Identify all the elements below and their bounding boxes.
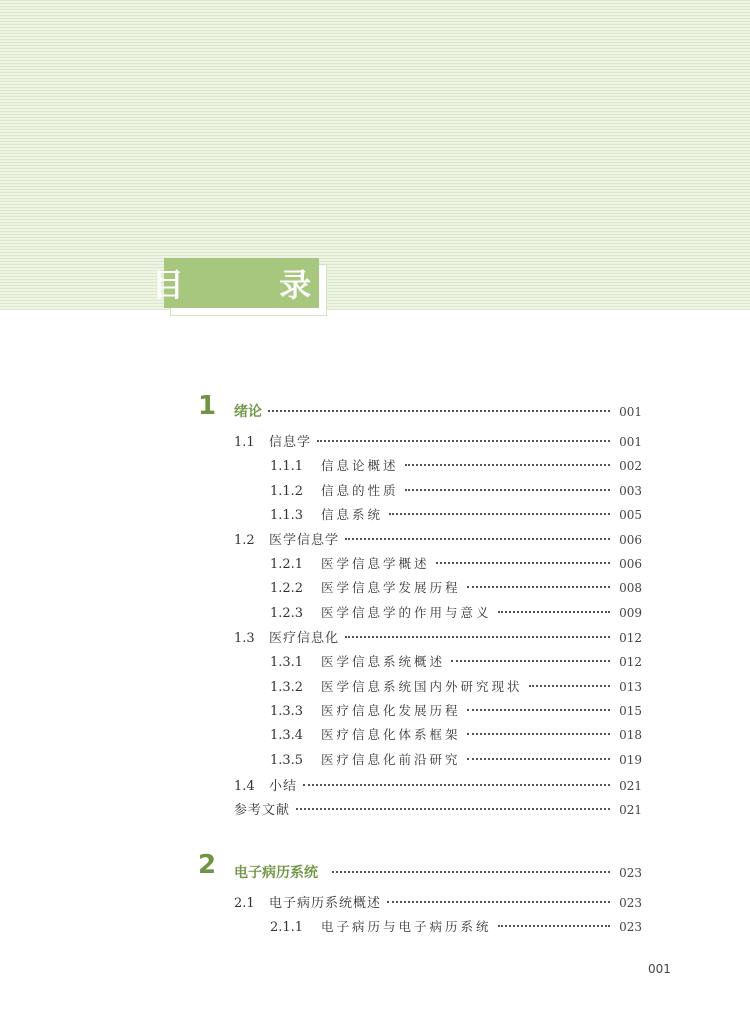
leader-dots — [467, 732, 610, 735]
toc-entry-1-4[interactable] — [234, 775, 642, 794]
entry-title: 医疗信息化 — [269, 631, 340, 646]
leader-dots — [296, 807, 610, 810]
page-number: 021 — [619, 779, 642, 793]
chapter-2-heading[interactable] — [234, 862, 642, 882]
entry-title: 医疗信息化发展历程 — [321, 703, 461, 718]
toc-title: 目 录 — [151, 266, 354, 304]
entry-number: 1.2.1 — [270, 557, 304, 572]
entry-title: 参考文献 — [234, 803, 291, 818]
leader-dots — [303, 783, 610, 786]
page-number: 006 — [619, 557, 642, 571]
entry-title: 电子病历与电子病历系统 — [321, 919, 492, 934]
entry-title: 医疗信息化体系框架 — [321, 727, 461, 742]
entry-title: 医学信息系统国内外研究现状 — [321, 679, 523, 694]
leader-dots — [451, 659, 610, 662]
toc-entry-1-3-2[interactable] — [270, 677, 642, 695]
leader-dots — [467, 708, 610, 711]
entry-number: 1.2.3 — [270, 606, 304, 621]
entry-number: 1.1.1 — [270, 459, 304, 474]
entry-number: 1.3.4 — [270, 728, 304, 743]
page-footer-number: 001 — [648, 962, 671, 976]
entry-number: 1.3 — [234, 631, 255, 646]
entry-title: 医学信息学概述 — [321, 556, 430, 571]
toc-entry-1-3-4[interactable] — [270, 725, 642, 743]
leader-dots — [317, 439, 610, 442]
page-number: 019 — [619, 753, 642, 767]
page-number: 021 — [619, 803, 642, 817]
leader-dots — [436, 561, 610, 564]
entry-title: 医学信息系统概述 — [321, 654, 446, 669]
leader-dots — [467, 757, 610, 760]
page-number: 001 — [619, 405, 642, 419]
toc-entry-references[interactable] — [234, 799, 642, 818]
leader-dots — [332, 870, 610, 873]
toc-entry-1-1[interactable] — [234, 431, 642, 450]
page-number: 012 — [619, 655, 642, 669]
toc-entry-1-3-1[interactable] — [270, 652, 642, 670]
toc-entry-2-1-1[interactable] — [270, 917, 642, 935]
entry-title: 信息论概述 — [321, 458, 399, 473]
leader-dots — [389, 512, 610, 515]
page-number: 006 — [619, 533, 642, 547]
leader-dots — [345, 537, 610, 540]
leader-dots — [268, 409, 610, 412]
toc-entry-1-2[interactable] — [234, 529, 642, 548]
page-number: 018 — [619, 728, 642, 742]
entry-title: 医学信息学 — [269, 533, 340, 548]
entry-title: 医学信息学的作用与意义 — [321, 605, 492, 620]
entry-number: 1.3.2 — [270, 680, 304, 695]
leader-dots — [345, 635, 610, 638]
page-number: 012 — [619, 631, 642, 645]
toc-entry-1-1-3[interactable] — [270, 505, 642, 523]
entry-number: 1.1.3 — [270, 508, 304, 523]
chapter-title: 电子病历系统 — [234, 865, 318, 881]
toc-entry-1-3[interactable] — [234, 627, 642, 646]
chapter-1-number: 1 — [198, 391, 217, 421]
page-number: 023 — [619, 920, 642, 934]
leader-dots — [498, 610, 610, 613]
entry-title: 信息系统 — [321, 507, 384, 522]
toc-entry-1-1-1[interactable] — [270, 456, 642, 474]
page-number: 013 — [619, 680, 642, 694]
toc-entry-2-1[interactable] — [234, 892, 642, 911]
entry-number: 1.3.3 — [270, 704, 304, 719]
toc-entry-1-1-2[interactable] — [270, 481, 642, 499]
entry-number: 1.2 — [234, 533, 255, 548]
page-number: 015 — [619, 704, 642, 718]
chapter-2-number: 2 — [198, 850, 217, 880]
page-number: 002 — [619, 459, 642, 473]
page-number: 009 — [619, 606, 642, 620]
entry-number: 1.2.2 — [270, 581, 304, 596]
entry-title: 医疗信息化前沿研究 — [321, 752, 461, 767]
toc-entry-1-3-5[interactable] — [270, 750, 642, 768]
leader-dots — [405, 488, 610, 491]
entry-number: 1.3.5 — [270, 753, 304, 768]
page-number: 023 — [619, 866, 642, 880]
page-number: 003 — [619, 484, 642, 498]
entry-title: 信息的性质 — [321, 483, 399, 498]
chapter-title: 绪论 — [234, 404, 262, 420]
entry-number: 1.3.1 — [270, 655, 304, 670]
page-number: 005 — [619, 508, 642, 522]
entry-number: 1.1 — [234, 435, 255, 450]
leader-dots — [498, 924, 610, 927]
entry-title: 电子病历系统概述 — [269, 896, 382, 911]
entry-number: 1.1.2 — [270, 484, 304, 499]
leader-dots — [467, 585, 610, 588]
toc-entry-1-2-1[interactable] — [270, 554, 642, 572]
entry-title: 医学信息学发展历程 — [321, 580, 461, 595]
toc-entry-1-2-2[interactable] — [270, 578, 642, 596]
leader-dots — [529, 684, 610, 687]
toc-entry-1-2-3[interactable] — [270, 603, 642, 621]
leader-dots — [405, 463, 610, 466]
toc-entry-1-3-3[interactable] — [270, 701, 642, 719]
entry-number: 2.1 — [234, 896, 255, 911]
entry-number: 1.4 — [234, 779, 255, 794]
page-number: 008 — [619, 581, 642, 595]
page-number: 023 — [619, 896, 642, 910]
entry-title: 小结 — [269, 779, 298, 794]
entry-number: 2.1.1 — [270, 920, 304, 935]
leader-dots — [387, 900, 610, 903]
chapter-1-heading[interactable] — [234, 401, 642, 421]
page-number: 001 — [619, 435, 642, 449]
entry-title: 信息学 — [269, 435, 312, 450]
